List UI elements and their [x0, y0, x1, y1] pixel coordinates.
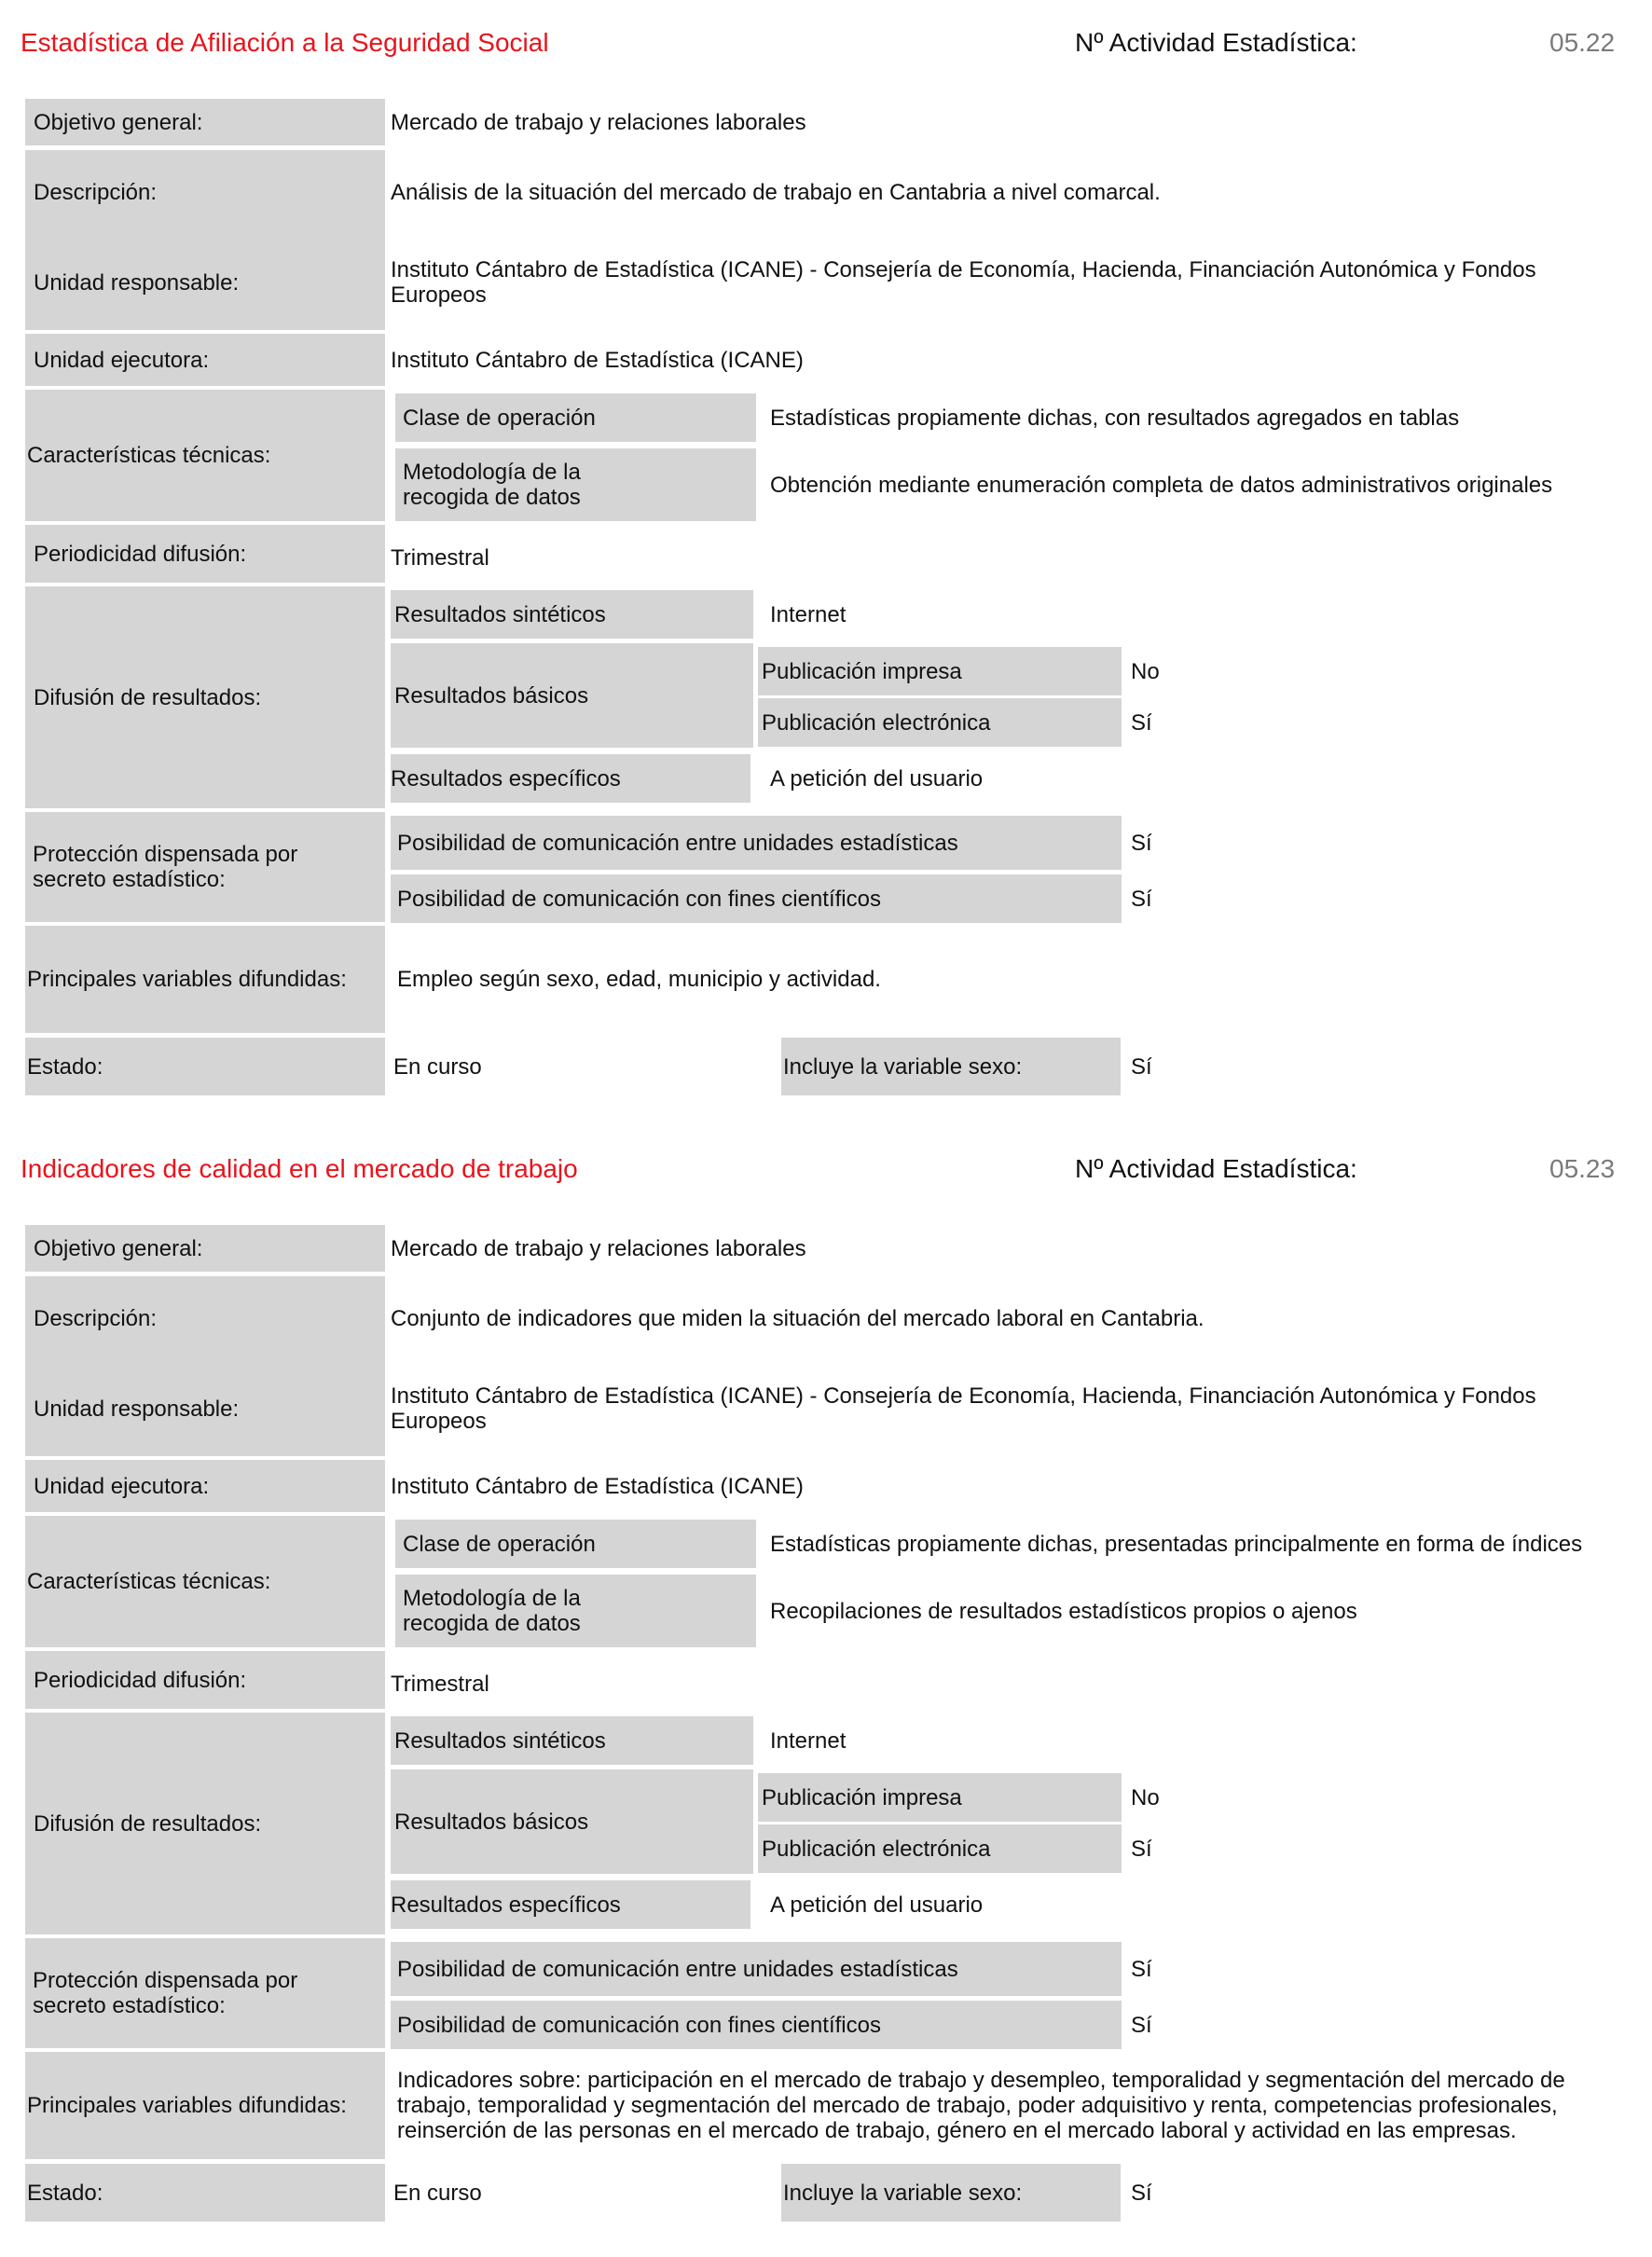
statistic-record — [0, 1126, 1652, 2226]
sublabel-electronica: Publicación electrónica — [762, 709, 991, 736]
label-descripcion: Descripción: — [34, 179, 158, 205]
value-cientificos: Sí — [1131, 2012, 1152, 2038]
value-estado: En curso — [393, 1053, 482, 1080]
value-periodicidad: Trimestral — [391, 544, 489, 571]
sublabel-unidades: Posibilidad de comunicación entre unidades estadísticas — [397, 1956, 958, 1982]
value-especificos: A petición del usuario — [770, 765, 984, 791]
value-unidad-responsable: Instituto Cántabro de Estadística (ICANE) - Consejería de Economía, Hacienda, Financiación Autonómica y Fondos Europeos — [391, 1383, 1536, 1434]
value-variables: Empleo según sexo, edad, municipio y actividad. — [397, 967, 881, 992]
activity-number: 05.23 — [1549, 1154, 1616, 1183]
value-descripcion: Conjunto de indicadores que miden la situación del mercado laboral en Cantabria. — [391, 1305, 1205, 1331]
value-sinteticos: Internet — [770, 601, 847, 627]
sublabel-sinteticos: Resultados sintéticos — [394, 601, 606, 627]
value-objetivo: Mercado de trabajo y relaciones laborales — [391, 1235, 806, 1261]
label-unidad-responsable: Unidad responsable: — [34, 1396, 240, 1422]
value-cientificos: Sí — [1131, 886, 1152, 912]
label-descripcion: Descripción: — [34, 1305, 158, 1331]
value-electronica: Sí — [1131, 1836, 1152, 1862]
label-unidad-ejecutora: Unidad ejecutora: — [34, 347, 210, 373]
label-proteccion: Protección dispensada por secreto estadístico: — [33, 842, 298, 892]
value-objetivo: Mercado de trabajo y relaciones laborales — [391, 109, 806, 135]
value-unidad-ejecutora: Instituto Cántabro de Estadística (ICANE) — [391, 1473, 804, 1499]
value-especificos: A petición del usuario — [770, 1892, 984, 1918]
value-descripcion: Análisis de la situación del mercado de trabajo en Cantabria a nivel comarcal. — [391, 179, 1161, 205]
activity-number-label: Nº Actividad Estadística: — [1075, 1154, 1357, 1183]
activity-number: 05.22 — [1549, 28, 1616, 57]
label-estado: Estado: — [27, 1053, 103, 1080]
label-unidad-ejecutora: Unidad ejecutora: — [34, 1473, 210, 1499]
label-difusion: Difusión de resultados: — [34, 684, 262, 710]
record-title: Estadística de Afiliación a la Seguridad Social — [21, 28, 549, 57]
label-difusion: Difusión de resultados: — [34, 1810, 262, 1837]
value-unidades: Sí — [1131, 1956, 1152, 1982]
label-estado: Estado: — [27, 2180, 103, 2206]
value-unidad-ejecutora: Instituto Cántabro de Estadística (ICANE) — [391, 347, 804, 373]
label-proteccion: Protección dispensada por secreto estadístico: — [33, 1968, 298, 2018]
sublabel-electronica: Publicación electrónica — [762, 1836, 991, 1862]
value-metodologia: Obtención mediante enumeración completa de datos administrativos originales — [770, 472, 1553, 498]
sublabel-sinteticos: Resultados sintéticos — [394, 1727, 606, 1754]
label-objetivo: Objetivo general: — [34, 109, 203, 135]
sublabel-impresa: Publicación impresa — [762, 1784, 962, 1810]
value-electronica: Sí — [1131, 709, 1152, 736]
sublabel-sexo: Incluye la variable sexo: — [783, 2180, 1023, 2206]
value-sexo: Sí — [1131, 2180, 1152, 2206]
sublabel-basicos: Resultados básicos — [394, 1809, 589, 1835]
value-unidades: Sí — [1131, 830, 1152, 856]
sublabel-metodologia: Metodología de la recogida de datos — [403, 460, 581, 510]
value-variables: Indicadores sobre: participación en el mercado de trabajo y desempleo, temporalidad y segmentación del mercado de trabajo, temporalidad y segmentación del mercado de trabajo, poder adquisitivo y renta, competencias profesionales, reinserción de las personas en el mercado de trabajo, género en el mercado laboral y actividad en las empresas. — [397, 2068, 1565, 2143]
sublabel-especificos: Resultados específicos — [391, 1892, 621, 1918]
sublabel-clase: Clase de operación — [403, 1531, 596, 1557]
value-clase: Estadísticas propiamente dichas, presentadas principalmente en forma de índices — [770, 1531, 1583, 1557]
sublabel-cientificos: Posibilidad de comunicación con fines científicos — [397, 2012, 881, 2038]
sublabel-especificos: Resultados específicos — [391, 765, 621, 791]
value-impresa: No — [1131, 1784, 1160, 1810]
activity-number-label: Nº Actividad Estadística: — [1075, 28, 1357, 57]
sublabel-sexo: Incluye la variable sexo: — [783, 1053, 1023, 1080]
sublabel-basicos: Resultados básicos — [394, 682, 589, 709]
value-unidad-responsable: Instituto Cántabro de Estadística (ICANE) - Consejería de Economía, Hacienda, Financiación Autonómica y Fondos Europeos — [391, 257, 1536, 308]
label-unidad-responsable: Unidad responsable: — [34, 269, 240, 296]
value-sinteticos: Internet — [770, 1727, 847, 1754]
value-impresa: No — [1131, 658, 1160, 684]
label-variables: Principales variables difundidas: — [27, 967, 347, 992]
sublabel-clase: Clase de operación — [403, 405, 596, 431]
label-periodicidad: Periodicidad difusión: — [34, 1667, 247, 1693]
label-caracteristicas: Características técnicas: — [27, 443, 271, 468]
label-caracteristicas: Características técnicas: — [27, 1569, 271, 1594]
label-variables: Principales variables difundidas: — [27, 2093, 347, 2118]
label-objetivo: Objetivo general: — [34, 1235, 203, 1261]
value-clase: Estadísticas propiamente dichas, con resultados agregados en tablas — [770, 405, 1460, 431]
sublabel-metodologia: Metodología de la recogida de datos — [403, 1586, 581, 1636]
value-estado: En curso — [393, 2180, 482, 2206]
sublabel-unidades: Posibilidad de comunicación entre unidades estadísticas — [397, 830, 958, 856]
record-title: Indicadores de calidad en el mercado de trabajo — [21, 1154, 578, 1183]
statistic-record — [0, 0, 1652, 1100]
sublabel-impresa: Publicación impresa — [762, 658, 962, 684]
label-periodicidad: Periodicidad difusión: — [34, 541, 247, 567]
value-sexo: Sí — [1131, 1053, 1152, 1080]
value-periodicidad: Trimestral — [391, 1671, 489, 1697]
value-metodologia: Recopilaciones de resultados estadísticos propios o ajenos — [770, 1598, 1357, 1624]
sublabel-cientificos: Posibilidad de comunicación con fines científicos — [397, 886, 881, 912]
